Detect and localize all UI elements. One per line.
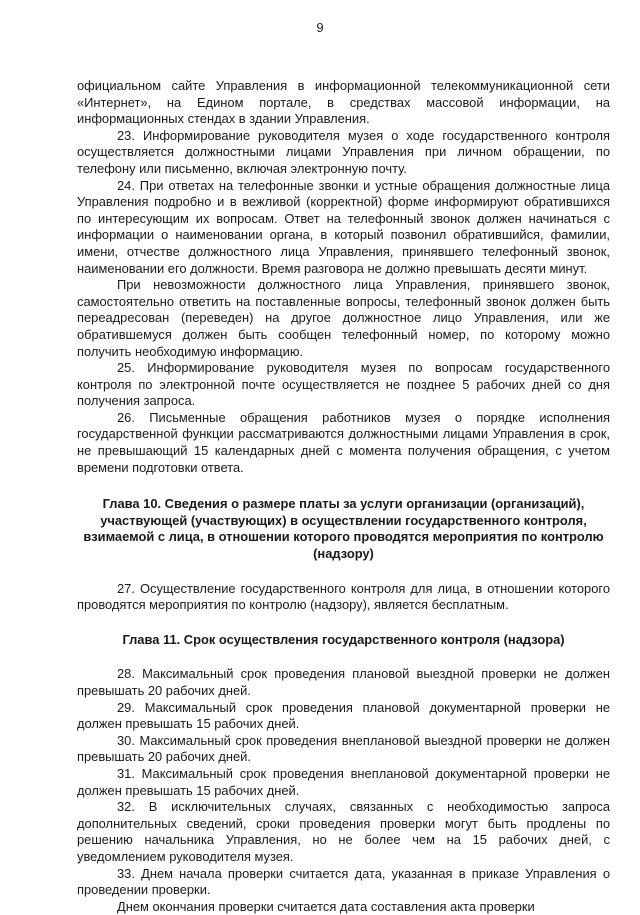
chapter-11-heading: Глава 11. Срок осуществления государственного контроля (надзора) xyxy=(122,631,565,647)
paragraph-33: 33. Днем начала проверки считается дата, указанная в приказе Управления о проведении проверки. xyxy=(77,865,610,898)
paragraph-24: 24. При ответах на телефонные звонки и устные обращения должностные лица Управления подробно и в вежливой (корректной) форме информируют обратившихся по интересующим их вопросам. Ответ на телефонный звонок должен начинаться с информации о наименовании органа, в который позвонил обратившийся, фамилии, имени, отчестве должностного лица Управления, принявшего телефонный звонок, наименовании его должности. Время разговора не должно превышать десяти минут. xyxy=(77,177,610,276)
paragraph-31: 31. Максимальный срок проведения внеплановой документарной проверки не должен превышать 15 рабочих дней. xyxy=(77,765,610,798)
page-number: 9 xyxy=(316,20,324,35)
paragraph-32: 32. В исключительных случаях, связанных с необходимостью запроса дополнительных сведений, сроки проведения проверки могут быть продлены по решению начальника Управления, но не более чем на 15 рабочих дней, с уведомлением руководителя музея. xyxy=(77,799,610,864)
paragraph-25: 25. Информирование руководителя музея по вопросам государственного контроля по электронной почте осуществляется не позднее 5 рабочих дней со дня получения запроса. xyxy=(77,360,610,409)
paragraph-26: 26. Письменные обращения работников музея о порядке исполнения государственной функции рассматриваются должностными лицами Управления в срок, не превышающий 15 календарных дней с момента получения обращения, с учетом времени подготовки ответа. xyxy=(77,409,610,475)
paragraph-28: 28. Максимальный срок проведения плановой выездной проверки не должен превышать 20 рабочих дней. xyxy=(77,666,610,698)
chapter-10-heading: Глава 10. Сведения о размере платы за услуги организации (организаций), участвующей (участвующих) в осуществлении государственного контроля, взимаемой с лица, в отношении которого проводятся мероприятия по контролю (надзору) xyxy=(83,496,604,562)
paragraph-continuation: официальном сайте Управления в информационной телекоммуникационной сети «Интернет», на Едином портале, в средствах массовой информации, на информационных стендах в здании Управления. xyxy=(77,78,610,127)
paragraph-23: 23. Информирование руководителя музея о ходе государственного контроля осуществляется должностными лицами Управления при личном обращении, по телефону или письменно, включая электронную почту. xyxy=(77,127,610,176)
paragraph-29: 29. Максимальный срок проведения плановой документарной проверки не должен превышать 15 рабочих дней. xyxy=(77,699,610,732)
paragraph-27: 27. Осуществление государственного контроля для лица, в отношении которого проводятся мероприятия по контролю (надзору), является бесплатным. xyxy=(77,580,610,613)
paragraph-24-cont: При невозможности должностного лица Управления, принявшего звонок, самостоятельно ответить на поставленные вопросы, телефонный звонок должен быть переадресован (переведен) на другое должностное лицо Управления, или же обратившемуся должен быть сообщен телефонный номер, по которому можно получить необходимую информацию. xyxy=(77,277,610,359)
paragraph-33-cont: Днем окончания проверки считается дата составления акта проверки xyxy=(117,898,535,914)
paragraph-30: 30. Максимальный срок проведения внеплановой выездной проверки не должен превышать 20 рабочих дней. xyxy=(77,732,610,765)
document-body xyxy=(77,78,610,915)
